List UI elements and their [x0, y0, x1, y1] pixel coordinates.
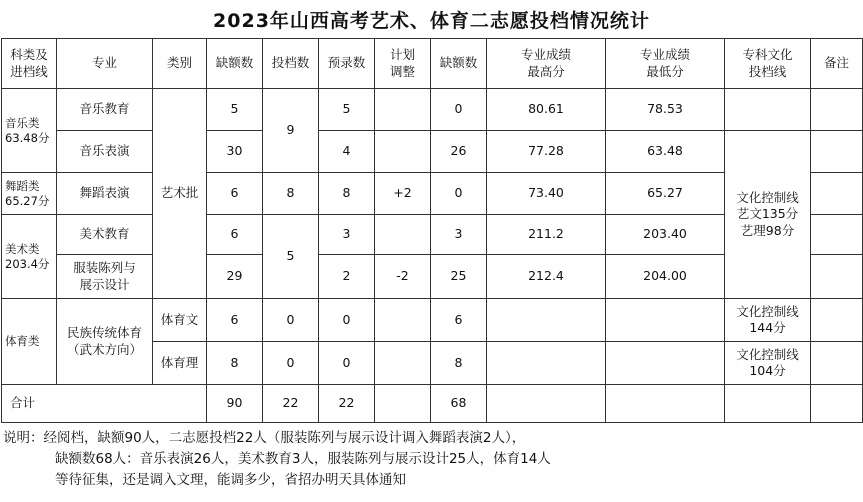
- major-cell: 音乐教育: [57, 89, 153, 131]
- header-category: 科类及 进档线: [2, 39, 57, 89]
- table-row: [2, 299, 863, 342]
- total-min: [606, 385, 725, 423]
- header-type: 类别: [153, 39, 207, 89]
- admission-table: [1, 38, 863, 423]
- min-score-cell: [606, 299, 725, 342]
- culture-cell: 文化控制线 104分: [725, 342, 811, 385]
- total-admitted: 22: [319, 385, 375, 423]
- max-score-cell: 80.61: [487, 89, 606, 131]
- table-row: [2, 89, 863, 131]
- header-max-score: 专业成绩 最高分: [487, 39, 606, 89]
- adjust-cell: [375, 299, 431, 342]
- header-min-score: 专业成绩 最低分: [606, 39, 725, 89]
- remarks-cell: [811, 173, 863, 215]
- remarks-cell: [811, 299, 863, 342]
- min-score-cell: [606, 342, 725, 385]
- remaining-cell: 25: [431, 255, 487, 299]
- remaining-cell: 6: [431, 299, 487, 342]
- culture-art-cell: 文化控制线 艺文135分 艺理98分: [725, 131, 811, 299]
- type-cell: 体育理: [153, 342, 207, 385]
- adjust-cell: +2: [375, 173, 431, 215]
- note-line: 等待征集，还是调入文理，能调多少，省招办明天具体通知: [55, 472, 406, 488]
- max-score-cell: 77.28: [487, 131, 606, 173]
- adjust-cell: [375, 342, 431, 385]
- remaining-cell: 3: [431, 215, 487, 255]
- vacancy-cell: 6: [207, 173, 263, 215]
- min-score-cell: 78.53: [606, 89, 725, 131]
- submitted-cell: 8: [263, 173, 319, 215]
- vacancy-cell: 6: [207, 299, 263, 342]
- culture-cell: 文化控制线 144分: [725, 299, 811, 342]
- header-plan-adjust: 计划 调整: [375, 39, 431, 89]
- admitted-cell: 3: [319, 215, 375, 255]
- submitted-cell: 0: [263, 299, 319, 342]
- culture-cell-empty: [725, 89, 811, 131]
- total-culture: [725, 385, 811, 423]
- vacancy-cell: 8: [207, 342, 263, 385]
- notes: [3, 428, 861, 491]
- group-music: 音乐类 63.48分: [2, 89, 57, 173]
- adjust-cell: [375, 215, 431, 255]
- remaining-cell: 8: [431, 342, 487, 385]
- music-submitted: 9: [263, 89, 319, 173]
- header-remaining: 缺额数: [431, 39, 487, 89]
- min-score-cell: 65.27: [606, 173, 725, 215]
- type-art: 艺术批: [153, 89, 207, 299]
- admitted-cell: 2: [319, 255, 375, 299]
- total-max: [487, 385, 606, 423]
- page-title: 2023年山西高考艺术、体育二志愿投档情况统计: [213, 10, 650, 32]
- admitted-cell: 0: [319, 299, 375, 342]
- total-row: [2, 385, 863, 423]
- total-label: 合计: [2, 385, 207, 423]
- major-cell: 服装陈列与 展示设计: [57, 255, 153, 299]
- sports-major: 民族传统体育 （武术方向）: [57, 299, 153, 385]
- remaining-cell: 0: [431, 89, 487, 131]
- major-cell: 舞蹈表演: [57, 173, 153, 215]
- admitted-cell: 8: [319, 173, 375, 215]
- remaining-cell: 26: [431, 131, 487, 173]
- group-sports: 体育类: [2, 299, 57, 385]
- adjust-cell: [375, 89, 431, 131]
- min-score-cell: 204.00: [606, 255, 725, 299]
- vacancy-cell: 29: [207, 255, 263, 299]
- adjust-cell: -2: [375, 255, 431, 299]
- header-submitted: 投档数: [263, 39, 319, 89]
- header-remarks: 备注: [811, 39, 863, 89]
- total-remarks: [811, 385, 863, 423]
- admitted-cell: 0: [319, 342, 375, 385]
- remarks-cell: [811, 255, 863, 299]
- major-cell: 音乐表演: [57, 131, 153, 173]
- total-adjust: [375, 385, 431, 423]
- adjust-cell: [375, 131, 431, 173]
- major-cell: 美术教育: [57, 215, 153, 255]
- max-score-cell: 212.4: [487, 255, 606, 299]
- total-vacancy: 90: [207, 385, 263, 423]
- remarks-cell: [811, 89, 863, 131]
- header-admitted: 预录数: [319, 39, 375, 89]
- table-row: [2, 131, 863, 173]
- type-cell: 体育文: [153, 299, 207, 342]
- vacancy-cell: 5: [207, 89, 263, 131]
- group-art: 美术类 203.4分: [2, 215, 57, 299]
- max-score-cell: 211.2: [487, 215, 606, 255]
- vacancy-cell: 30: [207, 131, 263, 173]
- remarks-cell: [811, 131, 863, 173]
- submitted-cell: 0: [263, 342, 319, 385]
- max-score-cell: [487, 299, 606, 342]
- note-line: 说明：经阅档，缺额90人，二志愿投档22人（服装陈列与展示设计调入舞蹈表演2人），: [3, 430, 526, 446]
- remarks-cell: [811, 215, 863, 255]
- vacancy-cell: 6: [207, 215, 263, 255]
- header-culture-line: 专科文化 投档线: [725, 39, 811, 89]
- min-score-cell: 63.48: [606, 131, 725, 173]
- admitted-cell: 5: [319, 89, 375, 131]
- note-line: 缺额数68人：音乐表演26人，美术教育3人，服装陈列与展示设计25人，体育14人: [55, 451, 551, 467]
- min-score-cell: 203.40: [606, 215, 725, 255]
- group-dance: 舞蹈类 65.27分: [2, 173, 57, 215]
- total-remaining: 68: [431, 385, 487, 423]
- art-submitted: 5: [263, 215, 319, 299]
- remarks-cell: [811, 342, 863, 385]
- header-row: [2, 39, 863, 89]
- header-vacancy: 缺额数: [207, 39, 263, 89]
- total-submitted: 22: [263, 385, 319, 423]
- remaining-cell: 0: [431, 173, 487, 215]
- header-major: 专业: [57, 39, 153, 89]
- max-score-cell: [487, 342, 606, 385]
- max-score-cell: 73.40: [487, 173, 606, 215]
- admitted-cell: 4: [319, 131, 375, 173]
